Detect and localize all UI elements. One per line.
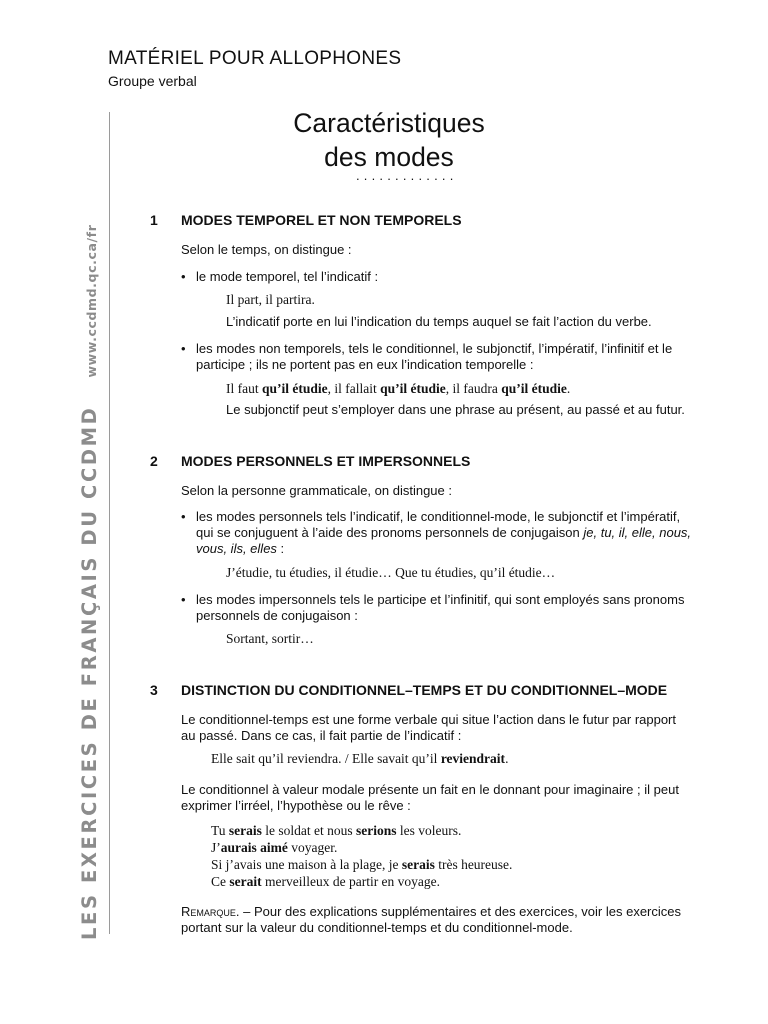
section1-number: 1 (150, 212, 158, 228)
section1-bullet1-text: le mode temporel, tel l’indicatif : (196, 269, 379, 284)
series-name: LES EXERCICES DE FRANÇAIS DU CCDMD (78, 405, 101, 940)
section1-bullet1 (181, 269, 693, 285)
emphasis: serais (401, 857, 435, 872)
text-run: les voleurs. (396, 823, 462, 838)
section1-heading (150, 212, 462, 228)
section2-example2: Sortant, sortir… (226, 631, 314, 646)
text-run: Il faut (226, 381, 262, 396)
section1-note2: Le subjonctif peut s’employer dans une phrase au présent, au passé et au futur. (226, 402, 685, 417)
text-run: J’ (211, 840, 221, 855)
pronoun-list: je, tu, il, elle, nous, vous, ils, elles (196, 525, 692, 556)
remark-label: Remarque. (181, 904, 240, 919)
section3-examples (211, 822, 512, 890)
section2-heading (150, 453, 470, 469)
section2-bullet1 (181, 509, 693, 557)
emphasis: qu’il étudie (380, 381, 446, 396)
text-run: Ce (211, 874, 230, 889)
section3-number: 3 (150, 682, 158, 698)
emphasis: qu’il étudie (501, 381, 567, 396)
text-run: , il fallait (327, 381, 381, 396)
section2-intro: Selon la personne grammaticale, on distingue : (181, 483, 452, 498)
example-line (211, 822, 512, 839)
section3-example1 (211, 751, 508, 767)
text-run: , il faudra (445, 381, 502, 396)
section1-note1: L’indicatif porte en lui l’indication du temps auquel se fait l’action du verbe. (226, 314, 652, 329)
page-title-line2: des modes (324, 142, 454, 172)
section1-title: MODES TEMPOREL ET NON TEMPORELS (181, 212, 462, 228)
text-run: très heureuse. (434, 857, 513, 872)
text-run: . (505, 751, 509, 766)
section3-para1: Le conditionnel-temps est une forme verbale qui situe l’action dans le futur par rapport au passé. Dans ce cas, il fait partie de l’indicatif : (181, 712, 677, 743)
remark (181, 904, 693, 936)
emphasis: qu’il étudie (262, 381, 328, 396)
text-run: voyager. (287, 840, 338, 855)
section1-example2 (226, 381, 570, 397)
section2-bullet2-text: les modes impersonnels tels le participe et l’infinitif, qui sont employés sans pronoms personnels de conjugaison : (196, 592, 685, 623)
emphasis: serions (356, 823, 397, 838)
emphasis: serais (228, 823, 262, 838)
header-title: MATÉRIEL POUR ALLOPHONES (108, 48, 402, 69)
text-run: le soldat et nous (261, 823, 357, 838)
bullet-icon: • (181, 592, 186, 607)
website-url[interactable]: www.ccdmd.qc.ca/fr (84, 224, 99, 378)
section1-intro: Selon le temps, on distingue : (181, 242, 352, 257)
section3-para2: Le conditionnel à valeur modale présente un fait en le donnant pour imaginaire ; il peut exprimer l’irréel, l’hypothèse ou le rêve : (181, 782, 679, 813)
header-subtitle: Groupe verbal (108, 73, 197, 89)
sidebar-vertical-text (78, 225, 101, 940)
page-title-line1: Caractéristiques (293, 108, 485, 138)
section2-bullet2 (181, 592, 693, 624)
bullet-icon: • (181, 341, 186, 356)
section2-title: MODES PERSONNELS ET IMPERSONNELS (181, 453, 471, 469)
text-run: Elle sait qu’il reviendra. / Elle savait qu’il (211, 751, 441, 766)
example-line (211, 856, 512, 873)
example-line (211, 873, 512, 890)
section2-number: 2 (150, 453, 158, 469)
vertical-divider (109, 112, 110, 934)
emphasis: aurais aimé (220, 840, 288, 855)
example-line (211, 839, 512, 856)
section2-example1: J’étudie, tu étudies, il étudie… Que tu étudies, qu’il étudie… (226, 565, 556, 580)
emphasis: serait (229, 874, 262, 889)
section1-bullet2 (181, 341, 693, 373)
emphasis: reviendrait (440, 751, 506, 766)
section3-heading (150, 682, 667, 698)
text-run: Tu (211, 823, 229, 838)
section3-title: DISTINCTION DU CONDITIONNEL–TEMPS ET DU CONDITIONNEL–MODE (181, 682, 668, 698)
section1-bullet2-text: les modes non temporels, tels le conditionnel, le subjonctif, l’impératif, l’infinitif et le participe ; ils ne portent pas en eux l’indication temporelle : (196, 341, 673, 372)
title-dots: ............. (356, 168, 458, 183)
text-run: . (566, 381, 571, 396)
section1-example1: Il part, il partira. (226, 292, 315, 307)
section2-bullet1-text: les modes personnels tels l’indicatif, le conditionnel-mode, le subjonctif et l’impératif, qui se conjuguent à l’aide des pronoms personnels de conjugaison (196, 509, 681, 540)
bullet-icon: • (181, 269, 186, 284)
remark-text: – Pour des explications supplémentaires et des exercices, voir les exercices portant sur la valeur du conditionnel-temps et du conditionnel-mode. (181, 904, 682, 935)
text-run: merveilleux de partir en voyage. (261, 874, 441, 889)
text-run: Si j’avais une maison à la plage, je (211, 857, 402, 872)
text-run: : (276, 541, 285, 556)
bullet-icon: • (181, 509, 186, 524)
page-title (264, 106, 514, 174)
